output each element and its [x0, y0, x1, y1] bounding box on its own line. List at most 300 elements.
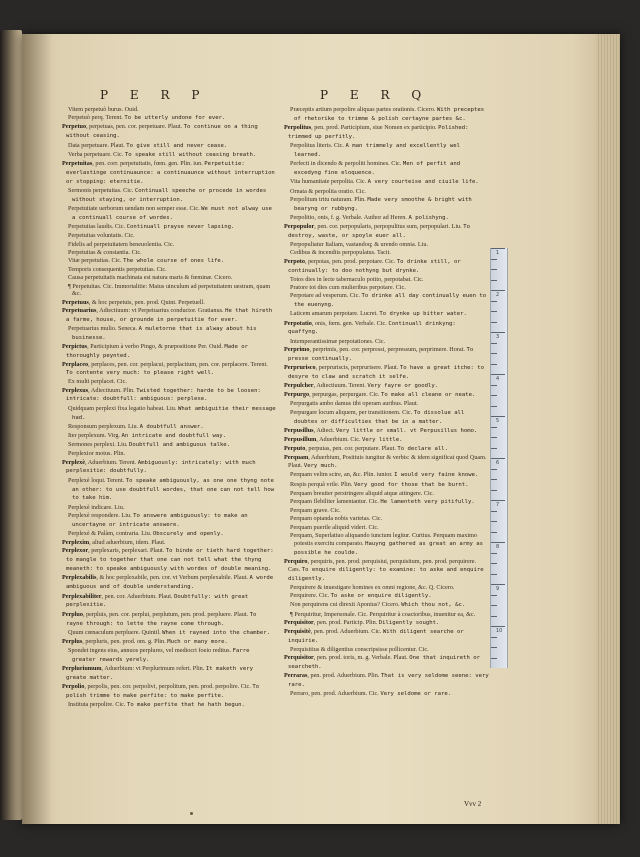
entry-english-gloss: To drinke all day continually euen to the euenyng.	[294, 293, 487, 309]
entry-latin-text: , perplexaris, perplexari. Plaut.	[88, 547, 165, 555]
entry-latin-text: , & hoc perplexabile, pen. cor. vt Verbum perplexabile. Plaut.	[96, 574, 248, 582]
entry-headword: Perpetuo	[62, 123, 87, 131]
dictionary-entry	[284, 427, 489, 436]
entry-headword: Perprurisco	[284, 363, 316, 371]
dictionary-entry	[62, 106, 276, 114]
entry-latin-text: , Aduerbium: vt Perplurimum refert. Plin.	[101, 665, 205, 673]
entry-headword: Perplexor	[62, 547, 89, 555]
dictionary-entry	[62, 574, 276, 592]
ruler-tick	[491, 637, 497, 638]
entry-english-gloss: To make all cleane or neate.	[381, 392, 476, 399]
entry-latin-text: Temporis consequentis perpetuitas. Cic.	[68, 266, 167, 274]
dictionary-entry	[62, 283, 276, 299]
entry-english-gloss: Doubtfully: with great perplexitie.	[66, 593, 249, 609]
entry-latin-text: Sermones perplexi. Liu.	[68, 441, 128, 449]
dictionary-entry	[284, 338, 489, 346]
ruler-label: 3	[496, 334, 500, 340]
entry-english-gloss: To binde or tieth hard together: to mangle to together that one can not tell what the thyng meaneth: to speake ambiguously with wordes of double meaning.	[66, 548, 274, 573]
entry-english-gloss: Continuall speeche or procede in wordes without staying, or interruption.	[72, 187, 267, 203]
entry-english-gloss: Continuall drinkyng: quaffyng.	[288, 320, 456, 336]
dictionary-entry	[62, 441, 276, 450]
dictionary-entry	[284, 628, 489, 646]
entry-latin-text: , Participium à verbo Pingo, & præpositione Per. Ouid.	[87, 343, 223, 351]
dictionary-entry	[284, 409, 489, 427]
entry-headword: Perprimo	[284, 345, 310, 353]
dictionary-entry	[62, 266, 276, 274]
dictionary-entry	[284, 391, 489, 400]
dictionary-entry	[62, 299, 276, 307]
entry-latin-text: , Adiectiuum: vt Perpetuarius conductor. Gratianus.	[96, 306, 224, 314]
entry-latin-text: Data perpetuare. Plaut.	[68, 141, 125, 149]
entry-headword: Perplexabilis	[62, 574, 97, 582]
ruler-tick	[491, 353, 497, 354]
entry-headword: Perquam	[284, 454, 309, 462]
ruler-tick	[491, 584, 505, 585]
entry-english-gloss: To declare all.	[397, 446, 448, 453]
dictionary-entry	[284, 436, 489, 445]
entry-latin-text: , & hoc perpetuis, pen. prod. Quint. Perpetuell.	[88, 298, 205, 306]
ruler-tick	[491, 301, 497, 302]
dictionary-entry	[62, 405, 276, 423]
ruler-tick	[491, 563, 497, 564]
entry-latin-text: , aliud aduerbium, idem. Plaut.	[89, 539, 166, 547]
dictionary-entry	[284, 258, 489, 276]
entry-headword: Perpoto	[284, 257, 305, 265]
ruler-tick	[491, 269, 497, 270]
entry-latin-text: Sermonis perpetuitas. Cic.	[68, 186, 134, 194]
entry-headword: Perquisitor	[284, 654, 314, 662]
entry-english-gloss: Polished: trimmed up perfitly.	[288, 125, 469, 141]
entry-latin-text: Causa perpetuitatis machinata est natura maris & fœminæ. Cicero.	[68, 274, 233, 282]
entry-english-gloss: A muletorne that is alway about his businesse.	[72, 326, 257, 341]
dictionary-entry	[62, 701, 276, 710]
entry-latin-text: Perquam breuiter perstringere aliquid atque attingere. Cic.	[290, 489, 434, 497]
page-fore-edge	[596, 34, 620, 824]
entry-headword: Perpotatio	[284, 319, 312, 327]
dictionary-entry	[284, 454, 489, 471]
ruler-tick	[491, 500, 505, 501]
entry-latin-text: Intemperantissimæ perpotationes. Cic.	[290, 337, 386, 345]
entry-latin-text: , perquiris, pen. prod. perquisiui, perquisitum, pen. prod. perquirere. Cæs.	[288, 557, 477, 573]
entry-latin-text: Perpurgatis ambo damus tibi operam auribus. Plaut.	[290, 400, 419, 408]
dictionary-entry	[62, 274, 276, 282]
entry-headword: Perplaceo	[62, 361, 89, 369]
entry-english-gloss: To rayne through: to lette the rayne come through.	[66, 611, 257, 627]
ruler-tick	[491, 479, 497, 480]
dictionary-entry	[284, 292, 489, 310]
ruler-label: 4	[496, 376, 500, 382]
dictionary-entry	[62, 611, 276, 629]
ruler-tick	[491, 437, 497, 438]
ruler-tick	[491, 416, 505, 417]
entry-english-gloss: Much or many more.	[167, 638, 228, 645]
dictionary-entry	[284, 584, 489, 592]
dictionary-entry	[284, 558, 489, 584]
entry-latin-text: , onis, fœm. gen. Verbale. Cic.	[311, 319, 387, 327]
dictionary-entry	[284, 160, 489, 178]
dictionary-entry	[284, 515, 489, 523]
entry-latin-text: Perpopuliatur Italiam, vastandoq; & urendo omnia. Liu.	[290, 241, 428, 249]
entry-latin-text: Perpetuitas & constantia. Cic.	[68, 248, 142, 256]
entry-english-gloss: To enquire diligently: to examine: to aske and enquire diligently.	[288, 566, 484, 582]
entry-english-gloss: When it rayned into the chamber.	[162, 629, 270, 636]
entry-latin-text: Ex multi perplacet. Cic.	[68, 378, 127, 386]
entry-latin-text: Perpolitio, onis, f. g. Verbale. Author ad Heren.	[290, 213, 407, 221]
entry-latin-text: , pen. corr. perpetuitatis, fœm. gen. Plin. iun.	[92, 159, 203, 167]
dictionary-entry	[62, 241, 276, 249]
entry-headword: Perpluo	[62, 610, 83, 618]
ruler-tick	[491, 427, 497, 428]
dictionary-entry	[62, 232, 276, 240]
entry-latin-text: , perprimis, pen. cor. perpressi, perpressum, perprimere. Horat.	[309, 345, 465, 353]
ruler-tick	[491, 374, 505, 375]
ruler-tick	[491, 290, 505, 291]
entry-english-gloss: Very little or small. vt Perpusillus homo.	[335, 427, 478, 434]
dictionary-entry	[62, 638, 276, 647]
dictionary-entry	[284, 310, 489, 319]
entry-headword: Perpusillus	[284, 426, 314, 434]
entry-latin-text: , pen. prod. Participium, siue Nomen ex participio.	[311, 124, 437, 132]
dictionary-entry	[62, 325, 276, 343]
entry-headword: Perquiro	[284, 557, 308, 565]
dictionary-entry	[62, 512, 276, 530]
entry-latin-text: Perpetuarius mulio. Seneca.	[68, 325, 138, 332]
entry-english-gloss: I would very faine knowe.	[394, 472, 479, 479]
ruler-tick	[491, 280, 497, 281]
entry-latin-text: Perquisitius & diligentius conscripsisse pollicentur. Cic.	[290, 646, 429, 654]
entry-english-gloss: To dissolue all doubtes or difficulties that be in a matter.	[294, 409, 465, 425]
entry-english-gloss: To drinke still, or continually: to doo nothyng but drynke.	[288, 258, 461, 274]
dictionary-entry	[284, 654, 489, 672]
ruler-tick	[491, 458, 505, 459]
entry-latin-text: , pen. cor. perpopularis, perpopulitus sum, perpopulari. Liu.	[314, 223, 462, 231]
entry-latin-text: Fidelis ad perpetuitatem beneuolentia. Cic.	[68, 240, 175, 248]
dictionary-entry	[62, 504, 276, 512]
dictionary-entry	[62, 683, 276, 701]
entry-english-gloss: Made or thoroughly peynted.	[66, 344, 248, 360]
entry-headword: Perquisitor	[284, 618, 314, 626]
entry-latin-text: Perpotare ad vesperum. Cic.	[290, 292, 360, 300]
dictionary-entry	[62, 142, 276, 151]
entry-english-gloss: Diligently sought.	[378, 619, 440, 626]
dictionary-entry	[284, 601, 489, 610]
dictionary-entry	[284, 611, 489, 619]
entry-latin-text: Perfecti in dicendo & perpoliti homines. Cic.	[290, 160, 402, 168]
entry-english-gloss: What ambiguitie their message had.	[72, 405, 276, 421]
entry-english-gloss: To speake still without ceasing breath.	[124, 151, 257, 158]
entry-latin-text: Perpolitus literis. Cic.	[290, 142, 344, 150]
entry-english-gloss: A doubtfull answer.	[139, 423, 204, 430]
dictionary-entry	[62, 387, 276, 405]
dictionary-entry	[284, 276, 489, 284]
entry-english-gloss: Very little.	[362, 436, 403, 443]
entry-english-gloss: He lamenteth very pitifully.	[380, 499, 475, 506]
dictionary-entry	[62, 187, 276, 205]
entry-latin-text: Vitem perpetuò burus. Ouid.	[68, 106, 139, 113]
entry-english-gloss: To answere ambiguously: to make an uncertayne or intricate answere.	[72, 512, 248, 528]
entry-english-gloss: Very much.	[303, 463, 338, 470]
entry-latin-text: Perplexior motus. Plin.	[68, 450, 126, 458]
entry-english-gloss: We must not alway use a continuall course of wordes.	[72, 206, 272, 221]
ruler-tick	[491, 532, 497, 533]
ruler-tick	[491, 647, 497, 648]
entry-latin-text: Non perquirens cui direxit Aponius? Cicero.	[290, 601, 400, 609]
dictionary-entry	[284, 498, 489, 507]
entry-headword: Perplus	[62, 637, 83, 645]
entry-latin-text: , perputas, pen. cor. perputare. Plaut.	[305, 445, 396, 453]
dictionary-entry	[284, 382, 489, 391]
dictionary-entry	[62, 205, 276, 223]
ruler-tick	[491, 605, 497, 606]
dictionary-entry	[284, 241, 489, 249]
ruler-tick	[491, 511, 497, 512]
entry-latin-text: , pen. prod. Aduerbium. Plin.	[307, 672, 380, 680]
entry-headword: Perquisitè	[284, 627, 311, 635]
entry-latin-text: Perquirere & inuestigare homines ex omni regione, &c. Q. Cicero.	[290, 583, 455, 591]
entry-headword: Perraras	[284, 672, 308, 680]
dictionary-entry	[284, 106, 489, 124]
entry-english-gloss: A worde ambiguous and of double understanding.	[66, 575, 274, 591]
dictionary-entry	[62, 307, 276, 325]
entry-latin-text: , Aduerbium, Positiuis iungitur & verbis: & idem significat quod Quam. Plaut.	[288, 454, 487, 470]
entry-latin-text: Vita humanitate perpolita. Cic.	[290, 178, 367, 186]
entry-headword: Perplexus	[62, 386, 89, 394]
entry-headword: Perpetuitas	[62, 159, 93, 167]
entry-latin-text: , perpluris, pen. prod. om. g. Plin.	[82, 637, 166, 645]
ruler-tick	[491, 616, 497, 617]
ruler-tick	[491, 553, 497, 554]
entry-english-gloss: To make perfite that he hath begun.	[126, 702, 245, 709]
entry-english-gloss: A very courteise and ciuile life.	[367, 179, 479, 186]
entry-headword: Perpusillum	[284, 435, 317, 443]
ruler-label: 1	[496, 250, 500, 256]
dictionary-entry	[62, 151, 276, 160]
entry-latin-text: ¶ Perquiritur, Impersonale. Cic. Perquiritur à coactoribus, inuenitur ea, &c.	[290, 610, 476, 618]
page-gutter	[22, 34, 52, 824]
ruler-tick	[491, 406, 497, 407]
running-head-left: P E R P	[100, 88, 209, 102]
entry-latin-text: ¶ Perpetuitas. Cic. Immortalitie: Maius uinculum ad perpetuitatem uestram, quam &c.	[68, 282, 271, 298]
dictionary-entry	[284, 178, 489, 187]
entry-latin-text: Quum cœnaculum perpluere. Quintil.	[68, 628, 161, 636]
entry-headword: Perpolio	[62, 683, 85, 691]
ruler-label: 5	[496, 418, 500, 424]
entry-latin-text: Pratore tot dies cum mulieribus perpotare. Cic.	[290, 283, 406, 291]
entry-latin-text: , pen. prod. Particip. Plin.	[313, 618, 378, 626]
dictionary-entry	[284, 592, 489, 601]
entry-english-gloss: With preceptes of rhetorike to trimme & polish certayne partes &c.	[294, 107, 485, 122]
dictionary-entry	[284, 188, 489, 196]
dictionary-entry	[284, 249, 489, 257]
dictionary-entry	[62, 593, 276, 611]
entry-headword: Perpetuarius	[62, 306, 97, 314]
dictionary-entry	[62, 123, 276, 141]
entry-english-gloss: Made very smoothe & bright with bearyng or rubbyng.	[294, 196, 472, 212]
entry-english-gloss: An intricate and doubtfull way.	[121, 432, 226, 439]
ruler-tick	[491, 385, 497, 386]
dictionary-entry	[62, 539, 276, 547]
dictionary-entry	[284, 619, 489, 628]
entry-english-gloss: Doubtfull and ambiguous talke.	[129, 442, 231, 449]
entry-latin-text: , Aduerbium. Cic.	[316, 435, 361, 443]
entry-english-gloss: Men of perfit and excedyng fine eloquence.	[294, 161, 461, 177]
dictionary-entry	[284, 400, 489, 408]
entry-latin-text: Spondet ingens eius, annuos perplures, vel mediocri foeio reditus.	[68, 647, 232, 655]
entry-latin-text: Perquam, Superlatiuo aliquando iunctum legitur. Curtius. Perquam maximo potestis exercitu comparato.	[290, 531, 477, 547]
dictionary-entry	[62, 530, 276, 539]
entry-english-gloss: Very good for those that be burnt.	[353, 481, 469, 488]
entry-latin-text: Perplexè & Palàm, contraria. Liu.	[68, 530, 152, 537]
entry-english-gloss: Twisted together: harde to be loosen: intricate: doubtfull: ambiguous: perplexe.	[66, 387, 261, 403]
entry-english-gloss: Ambiguously: intricately: with much perplexitie: doubtfully.	[66, 459, 256, 475]
ruler-label: 7	[496, 502, 500, 508]
entry-headword: Perpolitus	[284, 124, 312, 132]
ruler-tick	[491, 332, 505, 333]
ruler-label: 9	[496, 586, 500, 592]
entry-latin-text: Perpetuitate uerborum uendam non semper esse. Cic.	[68, 205, 200, 213]
entry-latin-text: Perquam puerile aliquid videri. Cic.	[290, 523, 379, 531]
dictionary-entry	[62, 160, 276, 187]
entry-headword: Perplexabiliter	[62, 592, 102, 600]
page-signature: Vvv 2	[464, 800, 482, 808]
entry-latin-text: , Aduerbium. Terent.	[85, 458, 137, 466]
entry-headword: Perpulcher	[284, 382, 314, 390]
entry-latin-text: Perpolitum tritu naturam. Plin.	[290, 195, 366, 203]
entry-latin-text: Perquam flebiliter lamentantur. Cic.	[290, 498, 379, 506]
dictionary-entry	[62, 223, 276, 232]
entry-english-gloss: To give still and never cease.	[126, 142, 228, 149]
entry-english-gloss: Perpetuitie: everlastinge continuaunce: a continuaunce without interruption or stopping: eternitie.	[66, 160, 275, 185]
entry-latin-text: Perpurgare locum aliquem, per transitionem. Cic.	[290, 408, 413, 416]
ruler-label: 2	[496, 292, 500, 298]
ruler-tick	[491, 626, 505, 627]
dictionary-entry	[62, 450, 276, 458]
dictionary-entry	[284, 532, 489, 558]
entry-latin-text: Vitæ perpetuitas. Cic.	[68, 256, 122, 264]
entry-latin-text: Perraro, pen. prod. Aduerbium. Cic.	[290, 690, 379, 698]
dictionary-entry	[284, 320, 489, 338]
book-page	[22, 34, 620, 824]
entry-english-gloss: Obscurely and openly.	[152, 531, 224, 537]
dictionary-entry	[62, 459, 276, 477]
dictionary-entry	[284, 646, 489, 654]
entry-latin-text: Iter perplexum. Virg.	[68, 431, 120, 439]
running-head-right: P E R Q	[320, 88, 431, 102]
ruler-tick	[491, 469, 497, 470]
entry-headword: Perpictus	[62, 343, 88, 351]
entry-headword: Perpopulor	[284, 223, 315, 231]
ruler-tick	[491, 595, 497, 596]
entry-latin-text: Perplexè indicare. Liu.	[68, 503, 125, 511]
ruler-label: 6	[496, 460, 500, 466]
entry-english-gloss: Very fayre or goodly.	[367, 383, 439, 390]
dictionary-entry	[284, 524, 489, 532]
ruler-tick	[491, 311, 497, 312]
entry-latin-text: , perplaces, pen. cor. perplacui, perplacitum, pen. cor. perplacere. Terent.	[88, 361, 268, 369]
dictionary-entry	[62, 114, 276, 123]
entry-english-gloss: To polish trimme to make perfite: to make perfite.	[66, 684, 260, 700]
entry-english-gloss: To contente very much: to please right well.	[66, 370, 215, 377]
entry-latin-text: , pen. cor. Aduerbium. Plaut.	[101, 592, 173, 600]
entry-english-gloss: Farre greater rewards yerely.	[72, 648, 250, 664]
dictionary-entry	[62, 647, 276, 665]
dictionary-entry	[62, 378, 276, 386]
ruler-tick	[491, 395, 497, 396]
entry-english-gloss: To continue on a thing without ceasing.	[66, 124, 258, 140]
entry-latin-text: , perpotas, pen. prod. perpotare. Cic.	[304, 257, 396, 265]
entry-english-gloss: One that inquireth or searcheth.	[288, 655, 480, 671]
right-column	[284, 106, 489, 700]
dictionary-entry	[62, 343, 276, 361]
entry-english-gloss: With diligent searche or inquirie.	[288, 628, 464, 644]
entry-english-gloss: To aske or enquire diligently.	[330, 593, 432, 600]
entry-english-gloss: To destroy, waste, or spoyle euer all.	[288, 224, 470, 240]
entry-latin-text: Responsum perplexum. Liu.	[68, 422, 139, 430]
left-page-edge	[0, 30, 22, 820]
entry-latin-text: , perpetuas, pen. cor. perpetuare. Plaut.	[86, 123, 183, 131]
dictionary-entry	[284, 364, 489, 382]
left-column	[62, 106, 276, 711]
entry-latin-text: Cedibus & incendiis perpopulatus. Tacit.	[290, 249, 391, 257]
dictionary-entry	[62, 257, 276, 266]
dictionary-entry	[284, 284, 489, 292]
entry-latin-text: Totos dies in lecte tabernaculo potito, perpotabat. Cic.	[290, 275, 424, 283]
ruler-tick	[491, 574, 497, 575]
entry-latin-text: Perpetuò perq. Terent.	[68, 114, 123, 122]
entry-latin-text: , pen. prod. toris, m. g. Verbale. Plaut.	[313, 654, 408, 662]
dictionary-entry	[284, 490, 489, 498]
dictionary-entry	[62, 547, 276, 574]
dictionary-entry	[62, 432, 276, 441]
ruler-tick	[491, 259, 497, 260]
dictionary-entry	[284, 672, 489, 690]
entry-latin-text: , perpluis, pen. cor. perplui, perplutum, pen. prod. perpluere. Plaut.	[82, 610, 249, 618]
entry-headword: Perpetuus	[62, 298, 89, 306]
entry-english-gloss: The whole course of ones life.	[123, 257, 225, 264]
ruler-tick	[491, 248, 505, 249]
entry-latin-text: , Adiect.	[313, 426, 335, 434]
dictionary-entry	[284, 471, 489, 480]
dictionary-entry	[284, 196, 489, 214]
ruler-tick	[491, 658, 497, 659]
entry-latin-text: Instituta perpolire. Cic.	[68, 701, 126, 709]
ink-dot	[190, 812, 193, 815]
entry-latin-text: Perpetuitas laudis. Cic.	[68, 223, 126, 231]
entry-latin-text: , pen. prod. Aduerbium. Cic.	[310, 627, 382, 635]
entry-latin-text: Quidquam perplexi fixa legatio habeat. Liu.	[68, 404, 177, 412]
dictionary-entry	[284, 346, 489, 364]
entry-latin-text: Perpetuitas voluntatis. Cic.	[68, 232, 135, 240]
dictionary-entry	[284, 690, 489, 699]
ruler-label: 10	[496, 628, 503, 634]
entry-latin-text: , perpruriscis, perprurisere. Plaut.	[315, 363, 399, 371]
ruler-tick	[491, 521, 497, 522]
entry-english-gloss: A man trimmely and excellently wel learned.	[294, 143, 461, 159]
entry-english-gloss: That is very seldome seene: very rare.	[288, 673, 489, 689]
entry-latin-text: Perquirere. Cic.	[290, 592, 330, 600]
dictionary-entry	[284, 214, 489, 223]
dictionary-entry	[62, 361, 276, 378]
entry-english-gloss: Continuall prayse never lapsing.	[126, 224, 235, 231]
entry-latin-text: Respis perquã vrile. Plin.	[290, 480, 353, 488]
entry-latin-text: Laticem amarum perpotare. Lucret.	[290, 310, 378, 318]
dictionary-entry	[284, 445, 489, 454]
dictionary-entry	[62, 423, 276, 432]
dictionary-entry	[284, 142, 489, 160]
entry-headword: Perpluriumum	[62, 665, 102, 673]
dictionary-entry	[62, 629, 276, 638]
entry-latin-text: Perquam grave. Cic.	[290, 507, 341, 515]
